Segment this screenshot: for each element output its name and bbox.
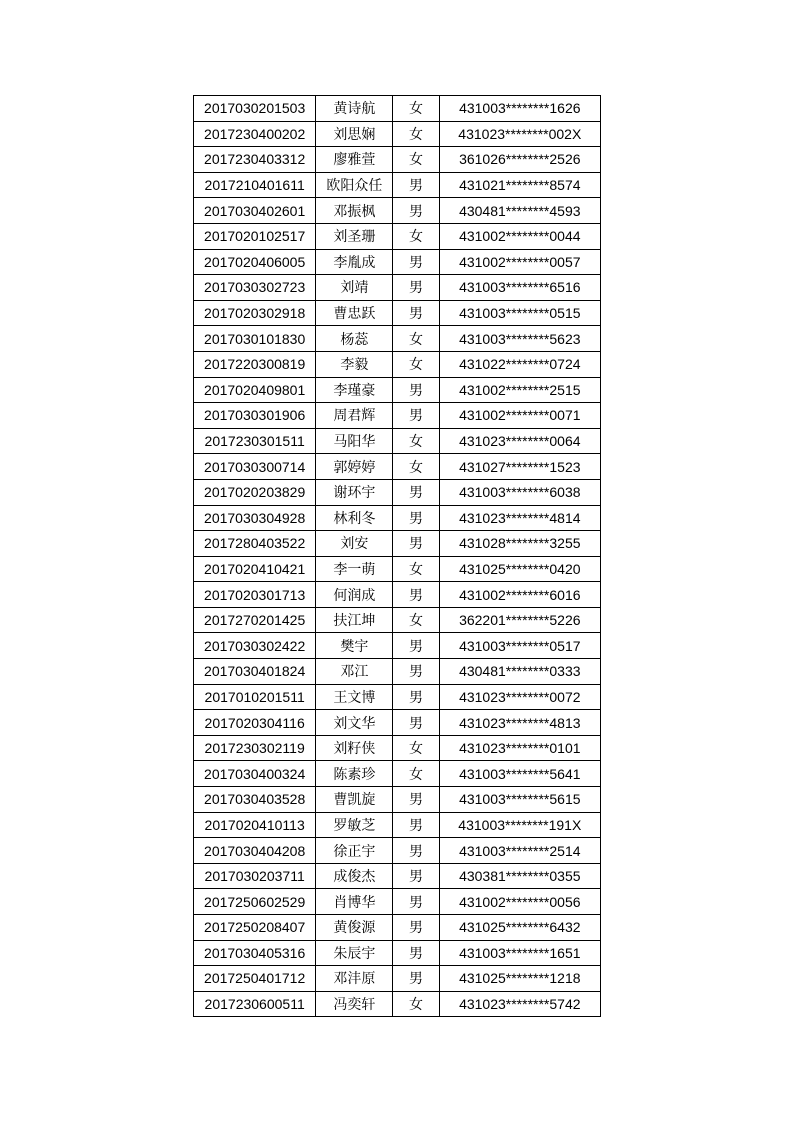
id-number-cell: 431023********0072 bbox=[439, 684, 600, 710]
gender-cell: 男 bbox=[393, 710, 439, 736]
student-name-cell: 成俊杰 bbox=[316, 863, 393, 889]
exam-number-cell: 2017020409801 bbox=[194, 377, 316, 403]
student-name-cell: 刘思娴 bbox=[316, 121, 393, 147]
id-number-cell: 431003********5641 bbox=[439, 761, 600, 787]
id-number-cell: 431003********6516 bbox=[439, 275, 600, 301]
gender-cell: 男 bbox=[393, 966, 439, 992]
gender-cell: 女 bbox=[393, 121, 439, 147]
student-name-cell: 邓江 bbox=[316, 659, 393, 685]
student-name-cell: 刘籽侠 bbox=[316, 735, 393, 761]
table-row bbox=[194, 710, 601, 736]
table-row bbox=[194, 121, 601, 147]
exam-number-cell: 2017230403312 bbox=[194, 147, 316, 173]
table-row bbox=[194, 812, 601, 838]
table-row bbox=[194, 351, 601, 377]
id-number-cell: 431003********5623 bbox=[439, 326, 600, 352]
table-row bbox=[194, 147, 601, 173]
id-number-cell: 431003********5615 bbox=[439, 787, 600, 813]
id-number-cell: 431025********1218 bbox=[439, 966, 600, 992]
gender-cell: 男 bbox=[393, 633, 439, 659]
student-name-cell: 杨蕊 bbox=[316, 326, 393, 352]
table-row bbox=[194, 556, 601, 582]
id-number-cell: 431003********6038 bbox=[439, 479, 600, 505]
student-name-cell: 刘靖 bbox=[316, 275, 393, 301]
gender-cell: 男 bbox=[393, 838, 439, 864]
table-row bbox=[194, 735, 601, 761]
student-name-cell: 马阳华 bbox=[316, 428, 393, 454]
exam-number-cell: 2017030300714 bbox=[194, 454, 316, 480]
table-row bbox=[194, 275, 601, 301]
exam-number-cell: 2017230302119 bbox=[194, 735, 316, 761]
gender-cell: 男 bbox=[393, 505, 439, 531]
student-name-cell: 罗敏芝 bbox=[316, 812, 393, 838]
exam-number-cell: 2017280403522 bbox=[194, 531, 316, 557]
exam-number-cell: 2017020406005 bbox=[194, 249, 316, 275]
gender-cell: 女 bbox=[393, 351, 439, 377]
id-number-cell: 431025********0420 bbox=[439, 556, 600, 582]
table-row bbox=[194, 684, 601, 710]
table-row bbox=[194, 172, 601, 198]
id-number-cell: 431023********0064 bbox=[439, 428, 600, 454]
table-row bbox=[194, 838, 601, 864]
table-row bbox=[194, 300, 601, 326]
gender-cell: 男 bbox=[393, 582, 439, 608]
gender-cell: 女 bbox=[393, 556, 439, 582]
id-number-cell: 430481********0333 bbox=[439, 659, 600, 685]
id-number-cell: 430481********4593 bbox=[439, 198, 600, 224]
gender-cell: 女 bbox=[393, 991, 439, 1017]
id-number-cell: 431021********8574 bbox=[439, 172, 600, 198]
gender-cell: 女 bbox=[393, 147, 439, 173]
student-name-cell: 邓振枫 bbox=[316, 198, 393, 224]
exam-number-cell: 2017030302723 bbox=[194, 275, 316, 301]
exam-number-cell: 2017020203829 bbox=[194, 479, 316, 505]
id-number-cell: 431003********0517 bbox=[439, 633, 600, 659]
student-name-cell: 刘圣珊 bbox=[316, 223, 393, 249]
exam-number-cell: 2017020410421 bbox=[194, 556, 316, 582]
student-name-cell: 欧阳众任 bbox=[316, 172, 393, 198]
table-row bbox=[194, 889, 601, 915]
table-row bbox=[194, 582, 601, 608]
id-number-cell: 431025********6432 bbox=[439, 915, 600, 941]
id-number-cell: 430381********0355 bbox=[439, 863, 600, 889]
exam-number-cell: 2017030301906 bbox=[194, 403, 316, 429]
student-name-cell: 何润成 bbox=[316, 582, 393, 608]
student-name-cell: 李毅 bbox=[316, 351, 393, 377]
exam-number-cell: 2017210401611 bbox=[194, 172, 316, 198]
table-row bbox=[194, 505, 601, 531]
id-number-cell: 431002********0071 bbox=[439, 403, 600, 429]
exam-number-cell: 2017020410113 bbox=[194, 812, 316, 838]
exam-number-cell: 2017250602529 bbox=[194, 889, 316, 915]
student-name-cell: 曹凯旋 bbox=[316, 787, 393, 813]
exam-number-cell: 2017270201425 bbox=[194, 607, 316, 633]
table-row bbox=[194, 633, 601, 659]
student-name-cell: 周君辉 bbox=[316, 403, 393, 429]
student-name-cell: 廖雅萱 bbox=[316, 147, 393, 173]
exam-number-cell: 2017030304928 bbox=[194, 505, 316, 531]
exam-number-cell: 2017020302918 bbox=[194, 300, 316, 326]
student-name-cell: 陈素珍 bbox=[316, 761, 393, 787]
student-name-cell: 邓沣原 bbox=[316, 966, 393, 992]
table-row bbox=[194, 249, 601, 275]
student-name-cell: 黄诗航 bbox=[316, 96, 393, 122]
gender-cell: 男 bbox=[393, 812, 439, 838]
exam-number-cell: 2017020301713 bbox=[194, 582, 316, 608]
gender-cell: 男 bbox=[393, 940, 439, 966]
exam-number-cell: 2017030402601 bbox=[194, 198, 316, 224]
id-number-cell: 431002********0044 bbox=[439, 223, 600, 249]
roster-body bbox=[194, 96, 601, 1017]
id-number-cell: 362201********5226 bbox=[439, 607, 600, 633]
student-name-cell: 徐正宇 bbox=[316, 838, 393, 864]
gender-cell: 男 bbox=[393, 249, 439, 275]
table-row bbox=[194, 428, 601, 454]
gender-cell: 男 bbox=[393, 684, 439, 710]
id-number-cell: 431027********1523 bbox=[439, 454, 600, 480]
exam-number-cell: 2017020102517 bbox=[194, 223, 316, 249]
student-name-cell: 李一萌 bbox=[316, 556, 393, 582]
gender-cell: 男 bbox=[393, 889, 439, 915]
exam-number-cell: 2017250401712 bbox=[194, 966, 316, 992]
table-row bbox=[194, 915, 601, 941]
student-name-cell: 樊宇 bbox=[316, 633, 393, 659]
id-number-cell: 431002********6016 bbox=[439, 582, 600, 608]
id-number-cell: 431028********3255 bbox=[439, 531, 600, 557]
student-name-cell: 郭婷婷 bbox=[316, 454, 393, 480]
exam-number-cell: 2017030201503 bbox=[194, 96, 316, 122]
exam-number-cell: 2017030401824 bbox=[194, 659, 316, 685]
id-number-cell: 431023********0101 bbox=[439, 735, 600, 761]
student-name-cell: 李胤成 bbox=[316, 249, 393, 275]
id-number-cell: 431023********5742 bbox=[439, 991, 600, 1017]
id-number-cell: 431003********1626 bbox=[439, 96, 600, 122]
id-number-cell: 431002********2515 bbox=[439, 377, 600, 403]
exam-number-cell: 2017030203711 bbox=[194, 863, 316, 889]
gender-cell: 女 bbox=[393, 223, 439, 249]
exam-number-cell: 2017220300819 bbox=[194, 351, 316, 377]
exam-number-cell: 2017250208407 bbox=[194, 915, 316, 941]
exam-number-cell: 2017030404208 bbox=[194, 838, 316, 864]
gender-cell: 男 bbox=[393, 300, 439, 326]
gender-cell: 男 bbox=[393, 172, 439, 198]
exam-number-cell: 2017030302422 bbox=[194, 633, 316, 659]
gender-cell: 女 bbox=[393, 735, 439, 761]
gender-cell: 男 bbox=[393, 915, 439, 941]
id-number-cell: 431003********1651 bbox=[439, 940, 600, 966]
gender-cell: 女 bbox=[393, 428, 439, 454]
student-name-cell: 冯奕轩 bbox=[316, 991, 393, 1017]
exam-number-cell: 2017030405316 bbox=[194, 940, 316, 966]
student-name-cell: 黄俊源 bbox=[316, 915, 393, 941]
student-name-cell: 谢环宇 bbox=[316, 479, 393, 505]
exam-number-cell: 2017230301511 bbox=[194, 428, 316, 454]
exam-number-cell: 2017030403528 bbox=[194, 787, 316, 813]
table-row bbox=[194, 531, 601, 557]
student-name-cell: 曹忠跃 bbox=[316, 300, 393, 326]
gender-cell: 男 bbox=[393, 863, 439, 889]
gender-cell: 男 bbox=[393, 479, 439, 505]
table-row bbox=[194, 479, 601, 505]
student-name-cell: 林利冬 bbox=[316, 505, 393, 531]
id-number-cell: 431003********191X bbox=[439, 812, 600, 838]
id-number-cell: 431023********002X bbox=[439, 121, 600, 147]
student-name-cell: 刘文华 bbox=[316, 710, 393, 736]
id-number-cell: 361026********2526 bbox=[439, 147, 600, 173]
id-number-cell: 431023********4814 bbox=[439, 505, 600, 531]
table-row bbox=[194, 761, 601, 787]
gender-cell: 男 bbox=[393, 787, 439, 813]
id-number-cell: 431022********0724 bbox=[439, 351, 600, 377]
table-row bbox=[194, 326, 601, 352]
student-name-cell: 扶江坤 bbox=[316, 607, 393, 633]
table-row bbox=[194, 223, 601, 249]
table-row bbox=[194, 659, 601, 685]
exam-number-cell: 2017030101830 bbox=[194, 326, 316, 352]
gender-cell: 男 bbox=[393, 198, 439, 224]
gender-cell: 女 bbox=[393, 96, 439, 122]
table-row bbox=[194, 991, 601, 1017]
gender-cell: 男 bbox=[393, 531, 439, 557]
id-number-cell: 431023********4813 bbox=[439, 710, 600, 736]
gender-cell: 女 bbox=[393, 761, 439, 787]
student-name-cell: 朱辰宇 bbox=[316, 940, 393, 966]
student-name-cell: 李瑾豪 bbox=[316, 377, 393, 403]
gender-cell: 女 bbox=[393, 607, 439, 633]
table-row bbox=[194, 940, 601, 966]
table-row bbox=[194, 787, 601, 813]
gender-cell: 男 bbox=[393, 659, 439, 685]
gender-cell: 男 bbox=[393, 403, 439, 429]
student-name-cell: 肖博华 bbox=[316, 889, 393, 915]
table-row bbox=[194, 198, 601, 224]
student-roster-table bbox=[193, 95, 601, 1017]
id-number-cell: 431003********2514 bbox=[439, 838, 600, 864]
id-number-cell: 431002********0056 bbox=[439, 889, 600, 915]
id-number-cell: 431003********0515 bbox=[439, 300, 600, 326]
student-name-cell: 刘安 bbox=[316, 531, 393, 557]
table-row bbox=[194, 966, 601, 992]
exam-number-cell: 2017010201511 bbox=[194, 684, 316, 710]
table-row bbox=[194, 863, 601, 889]
exam-number-cell: 2017230400202 bbox=[194, 121, 316, 147]
gender-cell: 男 bbox=[393, 377, 439, 403]
gender-cell: 男 bbox=[393, 275, 439, 301]
table-row bbox=[194, 607, 601, 633]
table-row bbox=[194, 377, 601, 403]
exam-number-cell: 2017020304116 bbox=[194, 710, 316, 736]
id-number-cell: 431002********0057 bbox=[439, 249, 600, 275]
student-name-cell: 王文博 bbox=[316, 684, 393, 710]
gender-cell: 女 bbox=[393, 326, 439, 352]
gender-cell: 女 bbox=[393, 454, 439, 480]
exam-number-cell: 2017030400324 bbox=[194, 761, 316, 787]
table-row bbox=[194, 96, 601, 122]
exam-number-cell: 2017230600511 bbox=[194, 991, 316, 1017]
table-row bbox=[194, 403, 601, 429]
table-row bbox=[194, 454, 601, 480]
